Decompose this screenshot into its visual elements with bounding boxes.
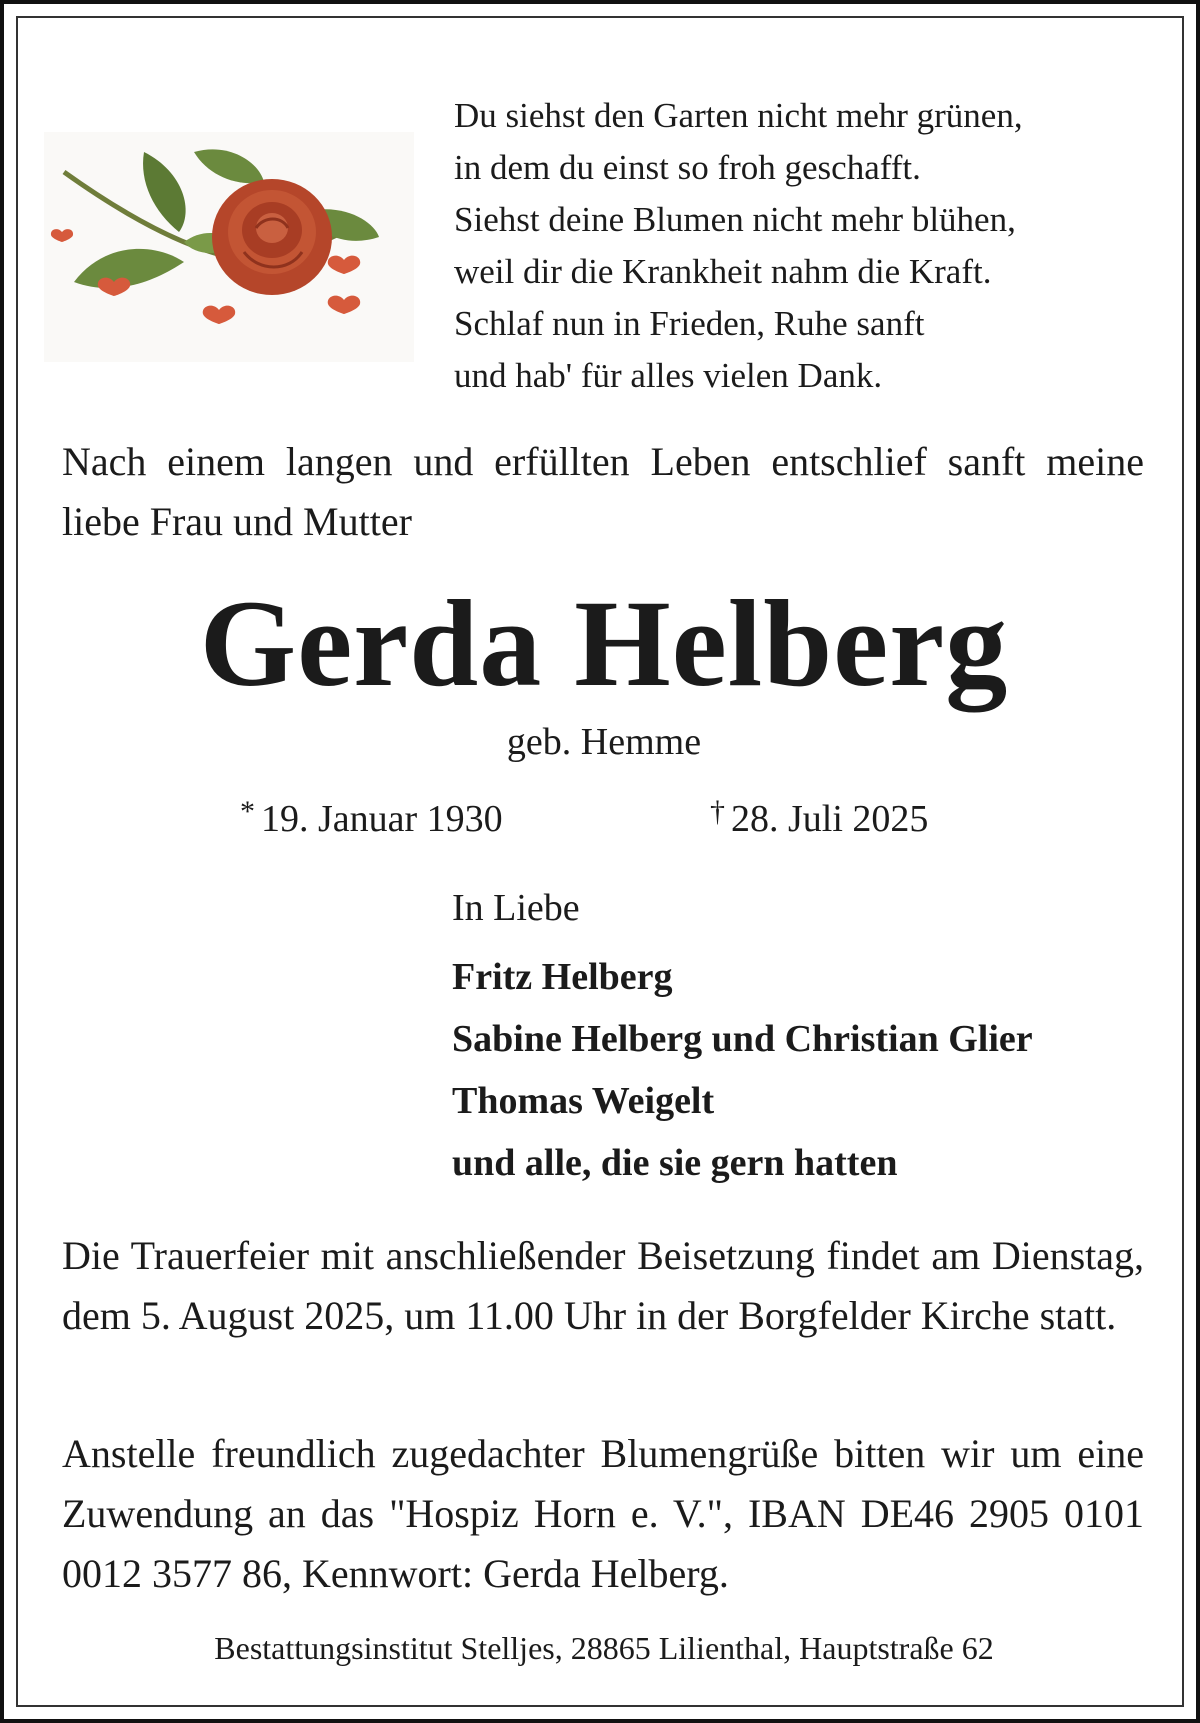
service-info: Die Trauerfeier mit anschließender Beisetzung findet am Dienstag, dem 5. August 2025, um 11.00 Uhr in der Borgfelder Kirche statt. bbox=[62, 1233, 1144, 1338]
birth-symbol: * bbox=[240, 795, 255, 828]
death-date-text: 28. Juli 2025 bbox=[731, 798, 929, 840]
death-date bbox=[710, 786, 928, 845]
mourner-name: Thomas Weigelt bbox=[452, 1080, 715, 1122]
donation-info: Anstelle freundlich zugedachter Blumengrüße bitten wir um eine Zuwendung an das "Hospiz Horn e. V.", IBAN DE46 2905 0101 0012 3577 86, Kennwort: Gerda Helberg. bbox=[62, 1431, 1144, 1596]
poem-line: Siehst deine Blumen nicht mehr blühen, bbox=[454, 200, 1016, 239]
birth-date-text: 19. Januar 1930 bbox=[261, 798, 503, 840]
mourners-intro: In Liebe bbox=[452, 887, 580, 929]
poem-line: Schlaf nun in Frieden, Ruhe sanft bbox=[454, 304, 925, 343]
poem-line: und hab' für alles vielen Dank. bbox=[454, 356, 883, 395]
poem-line: in dem du einst so froh geschafft. bbox=[454, 148, 921, 187]
poem-line: Du siehst den Garten nicht mehr grünen, bbox=[454, 96, 1023, 135]
mourner-name: Sabine Helberg und Christian Glier bbox=[452, 1018, 1033, 1060]
poem bbox=[454, 90, 1174, 402]
deceased-name: Gerda Helberg bbox=[199, 575, 1009, 712]
poem-line: weil dir die Krankheit nahm die Kraft. bbox=[454, 252, 992, 291]
mourner-name: und alle, die sie gern hatten bbox=[452, 1142, 898, 1184]
rose-with-hearts-icon bbox=[44, 132, 414, 362]
maiden-name: geb. Hemme bbox=[506, 721, 702, 763]
intro-text: Nach einem langen und erfüllten Leben entschlief sanft meine liebe Frau und Mutter bbox=[62, 439, 1144, 544]
funeral-home: Bestattungsinstitut Stelljes, 28865 Lilienthal, Hauptstraße 62 bbox=[214, 1630, 994, 1666]
death-symbol: † bbox=[710, 795, 725, 828]
mourner-name: Fritz Helberg bbox=[452, 956, 673, 998]
mourners-list bbox=[452, 946, 1172, 1194]
birth-date bbox=[240, 786, 503, 845]
